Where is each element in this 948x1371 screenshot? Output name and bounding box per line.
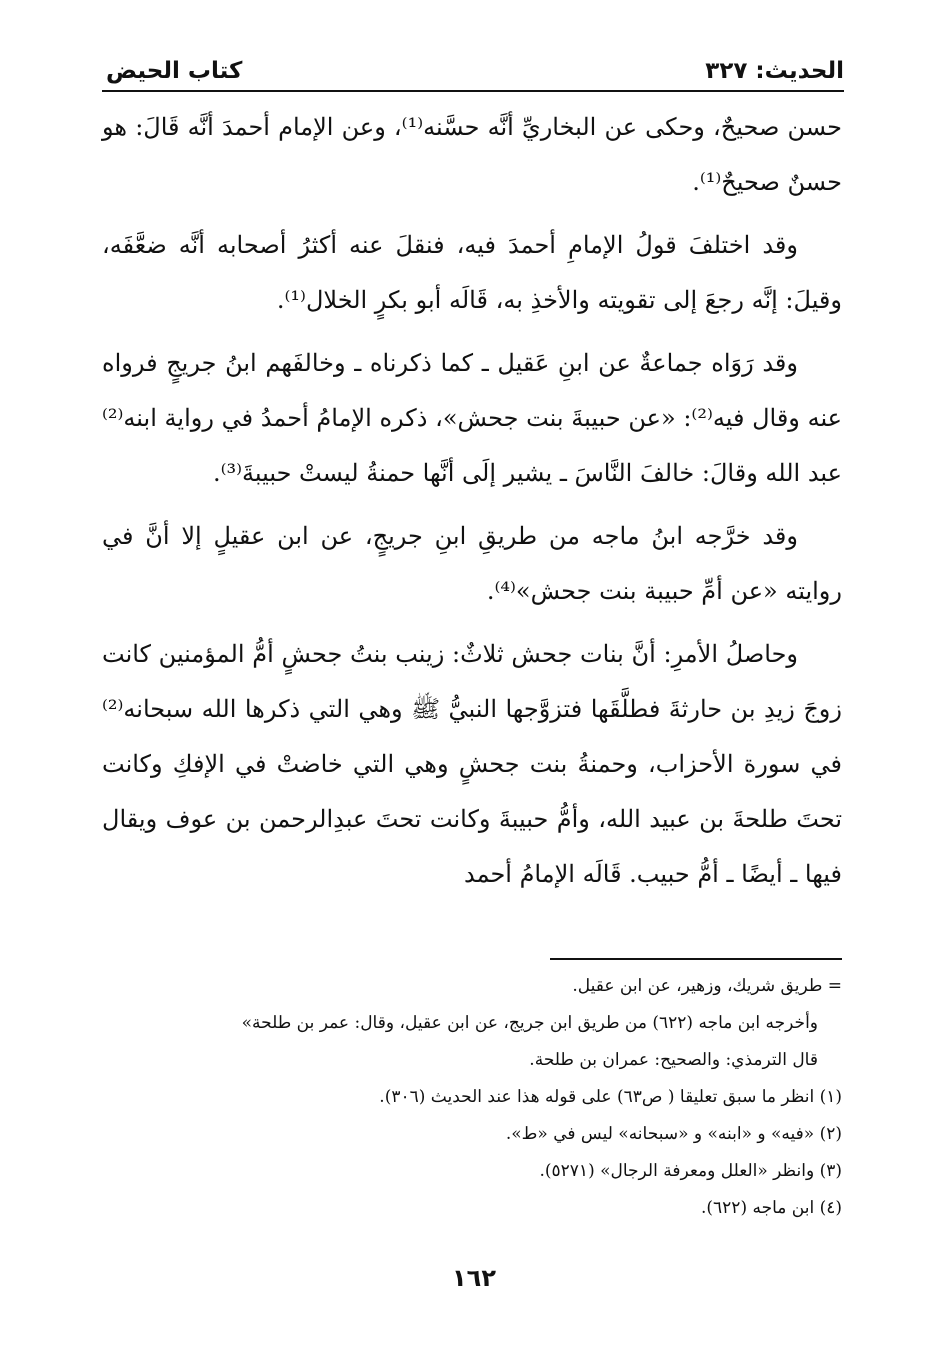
page-number: ١٦٢ — [452, 1264, 496, 1292]
paragraph: وحاصلُ الأمرِ: أنَّ بنات جحش ثلاثٌ: زينب بنتُ جحشٍ أمُّ المؤمنين كانت زوجَ زيدِ بن حارثةَ فطلَّقَها فتزوَّجها النبيُّ ﷺ وهي التي ذكرها الله سبحانه⁽²⁾ في سورة الأحزاب، وحمنةُ بنت جحشٍ وهي التي خاضتْ في الإفكِ وكانت تحتَ طلحةَ بن عبيد الله، وأمُّ حبيبةَ وكانت تحتَ عبدِالرحمن بن عوف ويقال فيها ـ أيضًا ـ أمُّ حبيب. قَالَه الإمامُ أحمد — [102, 640, 842, 888]
footnote: (٢) «فيه» و «ابنه» و «سبحانه» ليس في «ط». — [505, 1124, 842, 1144]
footnote-continuation: وأخرجه ابن ماجه (٦٢٢) من طريق ابن جريج، عن ابن عقيل، وقال: عمر بن طلحة» — [241, 1013, 818, 1033]
footnote: (١) انظر ما سبق تعليقا ( ص٦٣) على قوله هذا عند الحديث (٣٠٦). — [379, 1087, 842, 1107]
paragraph: وقد رَوَاه جماعةٌ عن ابنِ عَقيل ـ كما ذكرناه ـ وخالفَهم ابنُ جريجٍ فرواه عنه وقال فيه⁽²⁾: «عن حبيبةَ بنت جحش»، ذكره الإمامُ أحمدُ في رواية ابنه⁽²⁾ عبد الله وقالَ: خالفَ النَّاسَ ـ يشير إلَى أنَّها حمنةُ ليستْ حبيبةَ⁽³⁾. — [102, 349, 843, 487]
paragraph: وقد خرَّجه ابنُ ماجه من طريقِ ابنِ جريجٍ، عن ابن عقيلٍ إلا أنَّ في روايته «عن أمِّ حبيبة بنت جحش»⁽⁴⁾. — [102, 522, 842, 605]
book-title: كتاب الحيض — [106, 58, 243, 84]
footnotes — [102, 968, 842, 1227]
footnote: (٣) وانظر «العلل ومعرفة الرجال» (٥٢٧١). — [539, 1161, 842, 1181]
paragraph: حسن صحيحٌ، وحكى عن البخاريِّ أنَّه حسَّنه⁽¹⁾، وعن الإمام أحمدَ أنَّه قَالَ: هو حسنٌ صحيحٌ⁽¹⁾. — [102, 113, 842, 196]
footnote-continuation: قال الترمذي: والصحيح: عمران بن طلحة. — [529, 1050, 818, 1070]
footnote: (٤) ابن ماجه (٦٢٢). — [700, 1198, 842, 1218]
main-text — [102, 100, 842, 910]
running-header — [102, 56, 844, 88]
header-rule — [102, 90, 844, 92]
footnote-rule — [550, 958, 842, 960]
paragraph: وقد اختلفَ قولُ الإمامِ أحمدَ فيه، فنقلَ عنه أكثرُ أصحابه أنَّه ضعَّفَه، وقيلَ: إنَّه رجعَ إلى تقويته والأخذِ به، قَالَه أبو بكرٍ الخلال⁽¹⁾. — [102, 231, 842, 314]
footnote-continuation: = طريق شريك، وزهير، عن ابن عقيل. — [572, 976, 842, 996]
hadith-number-label: الحديث: ٣٢٧ — [705, 58, 844, 84]
